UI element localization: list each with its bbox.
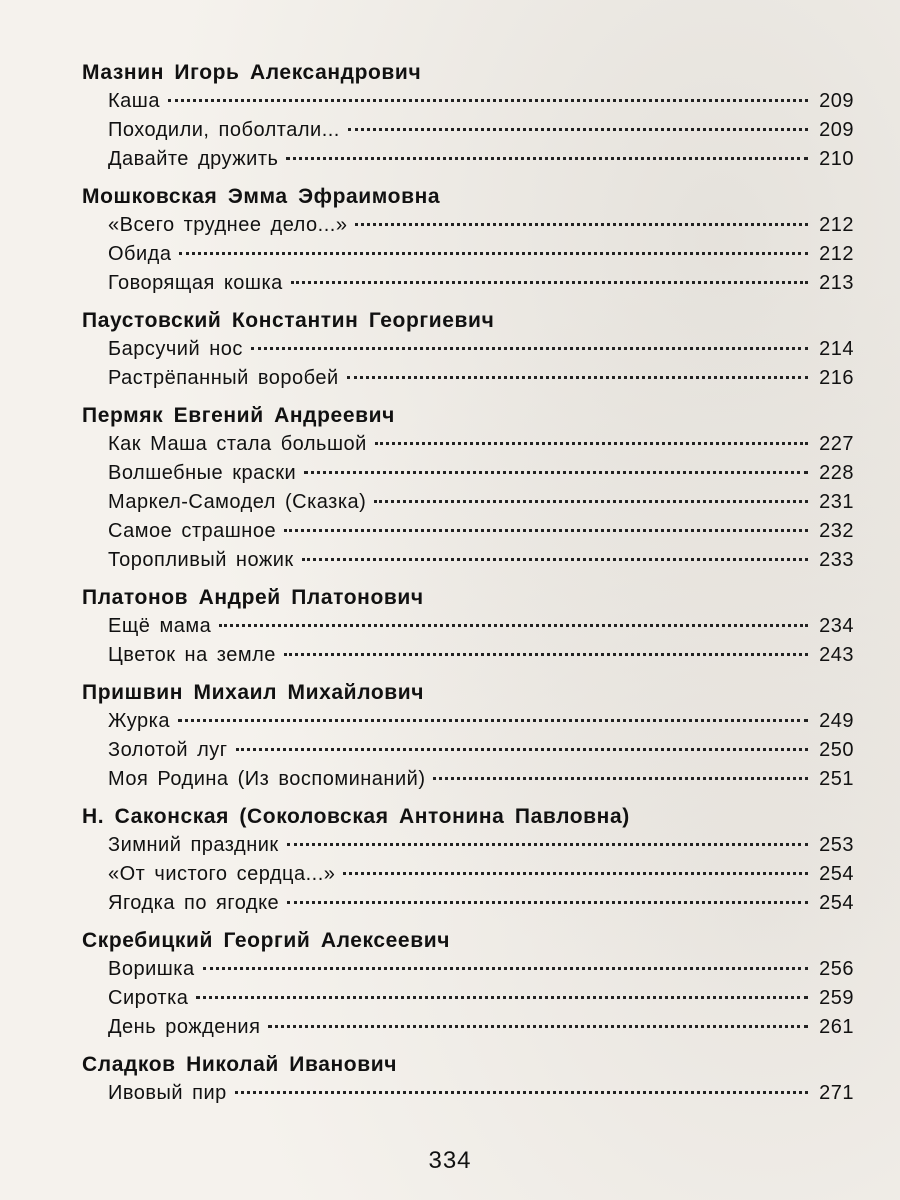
entry-title: Торопливый ножик [108, 549, 294, 571]
entry-title: Растрёпанный воробей [108, 367, 339, 389]
dot-leader [375, 442, 808, 445]
dot-leader [304, 471, 808, 474]
dot-leader [286, 157, 808, 160]
toc-entry[interactable] [82, 889, 854, 918]
entry-title: Сиротка [108, 987, 189, 1009]
toc-entry[interactable] [82, 736, 854, 765]
entry-title: Говорящая кошка [108, 272, 283, 294]
dot-leader [433, 777, 808, 780]
entry-page-number: 259 [819, 987, 854, 1009]
author-heading: Паустовский Константин Георгиевич [82, 309, 495, 332]
entry-title: Маркел-Самодел (Сказка) [108, 491, 367, 513]
dot-leader [347, 376, 808, 379]
entry-page-number: 232 [819, 520, 854, 542]
entry-title: Золотой луг [108, 739, 228, 761]
toc-entry[interactable] [82, 831, 854, 860]
entry-page-number: 228 [819, 462, 854, 484]
toc-entry[interactable] [82, 860, 854, 889]
toc-entry[interactable] [82, 335, 854, 364]
entry-title: Воришка [108, 958, 195, 980]
toc-entry[interactable] [82, 211, 854, 240]
entry-page-number: 254 [819, 892, 854, 914]
entry-title: Походили, поболтали... [108, 119, 340, 141]
entry-page-number: 216 [819, 367, 854, 389]
dot-leader [374, 500, 808, 503]
toc-entry[interactable] [82, 546, 854, 575]
author-heading: Скребицкий Георгий Алексеевич [82, 929, 451, 952]
entry-page-number: 234 [819, 615, 854, 637]
toc-entry[interactable] [82, 459, 854, 488]
entry-title: Ивовый пир [108, 1082, 227, 1104]
entry-page-number: 209 [819, 119, 854, 141]
entry-page-number: 233 [819, 549, 854, 571]
toc-entry[interactable] [82, 612, 854, 641]
entry-page-number: 256 [819, 958, 854, 980]
entry-title: «От чистого сердца...» [108, 863, 336, 885]
author-heading: Пришвин Михаил Михайлович [82, 681, 425, 704]
dot-leader [251, 347, 808, 350]
dot-leader [268, 1025, 808, 1028]
entry-title: Обида [108, 243, 172, 265]
entry-title: Зимний праздник [108, 834, 279, 856]
dot-leader [355, 223, 808, 226]
toc-entry[interactable] [82, 364, 854, 393]
dot-leader [284, 529, 808, 532]
entry-page-number: 249 [819, 710, 854, 732]
dot-leader [235, 1091, 808, 1094]
toc-entry[interactable] [82, 984, 854, 1013]
entry-page-number: 212 [819, 214, 854, 236]
dot-leader [302, 558, 808, 561]
toc-entry[interactable] [82, 488, 854, 517]
toc-entry[interactable] [82, 430, 854, 459]
toc-entry[interactable] [82, 87, 854, 116]
entry-title: Как Маша стала большой [108, 433, 367, 455]
entry-page-number: 213 [819, 272, 854, 294]
toc-entry[interactable] [82, 955, 854, 984]
entry-page-number: 227 [819, 433, 854, 455]
toc-entry[interactable] [82, 240, 854, 269]
dot-leader [287, 843, 808, 846]
entry-title: Цветок на земле [108, 644, 276, 666]
page-number: 334 [428, 1147, 472, 1174]
entry-title: Журка [108, 710, 170, 732]
toc-entry[interactable] [82, 517, 854, 546]
entry-page-number: 243 [819, 644, 854, 666]
entry-page-number: 214 [819, 338, 854, 360]
entry-title: Каша [108, 90, 160, 112]
toc-entry[interactable] [82, 707, 854, 736]
toc-entry[interactable] [82, 116, 854, 145]
entry-title: День рождения [108, 1016, 261, 1038]
entry-title: Самое страшное [108, 520, 277, 542]
entry-page-number: 261 [819, 1016, 854, 1038]
toc-entry[interactable] [82, 765, 854, 794]
dot-leader [168, 99, 808, 102]
entry-page-number: 271 [819, 1082, 854, 1104]
toc-entry[interactable] [82, 269, 854, 298]
toc-entry[interactable] [82, 1013, 854, 1042]
dot-leader [219, 624, 808, 627]
entry-title: Моя Родина (Из воспоминаний) [108, 768, 426, 790]
entry-page-number: 210 [819, 148, 854, 170]
dot-leader [203, 967, 808, 970]
dot-leader [284, 653, 808, 656]
dot-leader [236, 748, 808, 751]
entry-page-number: 254 [819, 863, 854, 885]
entry-title: Давайте дружить [108, 148, 279, 170]
entry-title: «Всего труднее дело...» [108, 214, 348, 236]
entry-title: Волшебные краски [108, 462, 297, 484]
toc-entry[interactable] [82, 641, 854, 670]
entry-title: Ягодка по ягодке [108, 892, 280, 914]
dot-leader [343, 872, 808, 875]
entry-page-number: 231 [819, 491, 854, 513]
dot-leader [178, 719, 808, 722]
toc-entry[interactable] [82, 1079, 854, 1108]
author-heading: Н. Саконская (Соколовская Антонина Павловна) [82, 805, 630, 828]
dot-leader [287, 901, 808, 904]
entry-page-number: 250 [819, 739, 854, 761]
toc-entry[interactable] [82, 145, 854, 174]
entry-page-number: 253 [819, 834, 854, 856]
table-of-contents [82, 58, 854, 1108]
entry-page-number: 212 [819, 243, 854, 265]
entry-title: Барсучий нос [108, 338, 243, 360]
author-heading: Сладков Николай Иванович [82, 1053, 398, 1076]
dot-leader [348, 128, 808, 131]
entry-page-number: 251 [819, 768, 854, 790]
entry-page-number: 209 [819, 90, 854, 112]
dot-leader [291, 281, 808, 284]
dot-leader [196, 996, 808, 999]
author-heading: Платонов Андрей Платонович [82, 586, 424, 609]
author-heading: Пермяк Евгений Андреевич [82, 404, 395, 427]
entry-title: Ещё мама [108, 615, 212, 637]
dot-leader [179, 252, 808, 255]
author-heading: Мазнин Игорь Александрович [82, 61, 422, 84]
author-heading: Мошковская Эмма Эфраимовна [82, 185, 441, 208]
